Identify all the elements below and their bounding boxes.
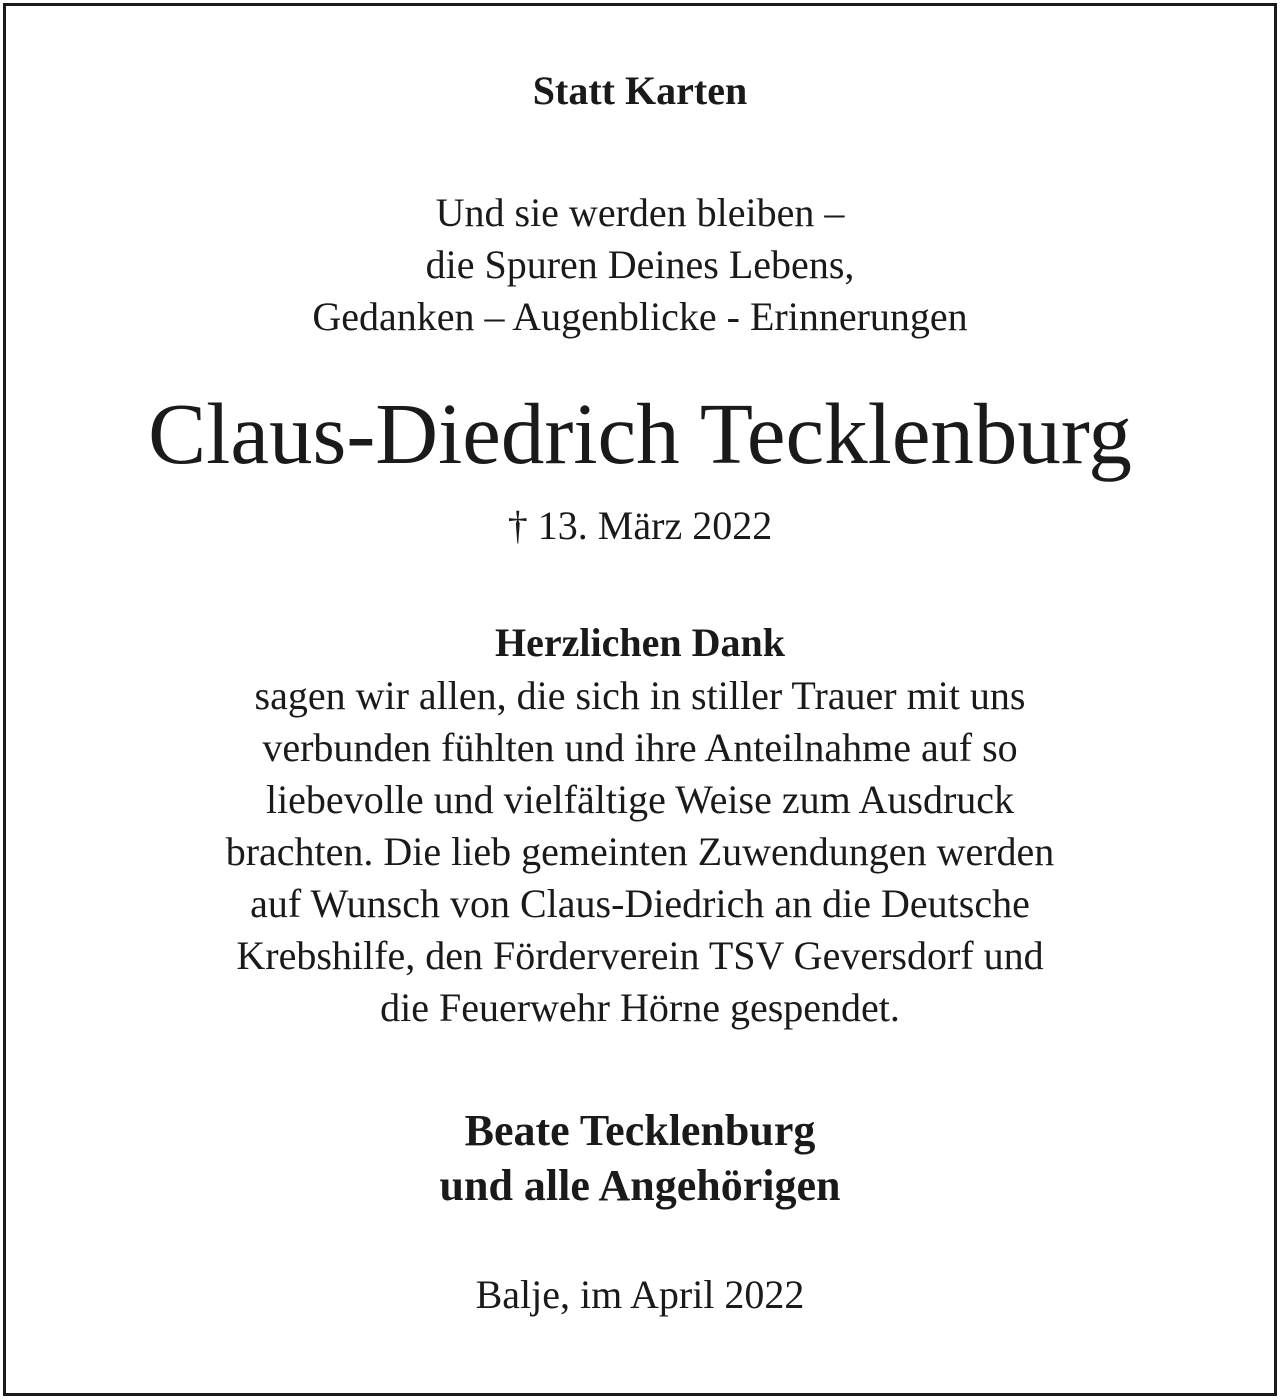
deceased-name: Claus-Diedrich Tecklenburg [148,385,1132,482]
thanks-text-line: verbunden fühlten und ihre Anteilnahme auf so [262,725,1018,770]
thanks-text-line: die Feuerwehr Hörne gespendet. [380,985,900,1030]
thanks-text-line: brachten. Die lieb gemeinten Zuwendungen werden [225,829,1055,874]
thanks-text-line: Krebshilfe, den Förderverein TSV Geversdorf und [236,933,1044,978]
death-date: † 13. März 2022 [507,503,773,548]
notice-header: Statt Karten [532,68,748,113]
poem-line: die Spuren Deines Lebens, [425,242,855,287]
place-date: Balje, im April 2022 [475,1272,805,1317]
thanks-text-line: auf Wunsch von Claus-Diedrich an die Deutsche [250,881,1030,926]
signature-line: und alle Angehörigen [439,1161,841,1210]
thanks-text-line: liebevolle und vielfältige Weise zum Ausdruck [265,777,1015,822]
thanks-text-line: sagen wir allen, die sich in stiller Trauer mit uns [254,673,1026,718]
poem-line: Und sie werden bleiben – [435,190,845,235]
poem-line: Gedanken – Augenblicke - Erinnerungen [312,294,968,339]
signature-line: Beate Tecklenburg [464,1106,816,1155]
thanks-heading: Herzlichen Dank [495,620,785,665]
